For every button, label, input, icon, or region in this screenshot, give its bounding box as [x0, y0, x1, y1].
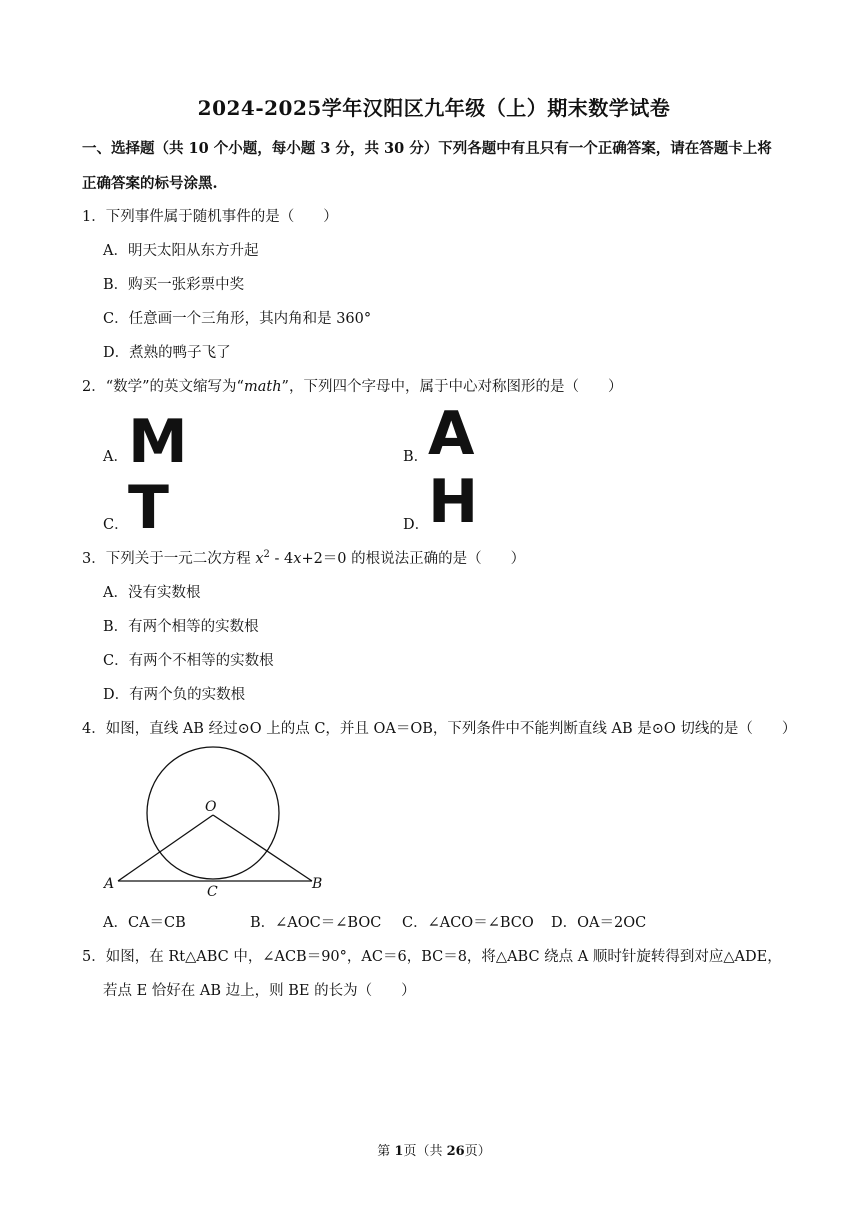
page-footer — [0, 1140, 868, 1159]
q3-option-d: D．有两个负的实数根 — [103, 687, 246, 703]
q2-letter-a: A — [428, 399, 475, 469]
label-a: A — [104, 876, 115, 892]
question-2-stem — [82, 375, 622, 396]
section-heading-line2: 正确答案的标号涂黑. — [82, 175, 218, 192]
label-b: B — [312, 876, 323, 892]
question-5-stem-line1: 5．如图，在 Rt△ABC 中，∠ACB＝90°，AC＝6，BC＝8，将△ABC 绕点 A 顺时针旋转得到对应△ADE， — [82, 949, 782, 965]
q1-option-a: A．明天太阳从东方升起 — [103, 243, 259, 259]
q1-option-b: B．购买一张彩票中奖 — [103, 277, 245, 293]
q2-stem-pre: 2．“数学”的英文缩写为“ — [82, 379, 244, 395]
footer-mid: 页（共 — [403, 1144, 447, 1159]
q2-letter-t: T — [128, 473, 169, 543]
segment-oa — [118, 815, 213, 881]
q3-stem-post: +2＝0 的根说法正确的是（ ） — [301, 551, 526, 567]
q2-option-b-label: B． — [403, 449, 429, 465]
question-4-stem: 4．如图，直线 AB 经过⊙O 上的点 C，并且 OA＝OB，下列条件中不能判断直线 AB 是⊙O 切线的是（ ） — [82, 721, 797, 737]
footer-page-number: 1 — [394, 1144, 404, 1159]
segment-ob — [213, 815, 312, 881]
q2-option-c-label: C． — [103, 517, 129, 533]
q4-option-b: B．∠AOC＝∠BOC — [250, 915, 382, 931]
footer-pre: 第 — [377, 1144, 395, 1159]
q1-option-c: C．任意画一个三角形，其内角和是 360° — [103, 311, 372, 327]
label-o: O — [205, 799, 217, 815]
section-heading-line1: 一、选择题（共 10 个小题，每小题 3 分，共 30 分）下列各题中有且只有一个正确答案，请在答题卡上将 — [82, 140, 772, 157]
q4-circle-tangent-figure — [100, 740, 340, 900]
footer-total-pages: 26 — [446, 1144, 465, 1159]
q4-option-a: A．CA＝CB — [103, 915, 186, 931]
q3-option-b: B．有两个相等的实数根 — [103, 619, 259, 635]
q3-stem-mid: - 4 — [269, 551, 294, 567]
q4-option-c: C．∠ACO＝∠BCO — [402, 915, 534, 931]
q3-exponent: 2 — [263, 549, 270, 561]
question-5-stem-line2: 若点 E 恰好在 AB 边上，则 BE 的长为（ ） — [103, 983, 416, 999]
q3-option-c: C．有两个不相等的实数根 — [103, 653, 274, 669]
question-3-stem — [82, 547, 525, 568]
q2-stem-post: ”，下列四个字母中，属于中心对称图形的是（ ） — [281, 379, 623, 395]
q1-option-d: D．煮熟的鸭子飞了 — [103, 345, 231, 361]
footer-post: 页） — [464, 1144, 491, 1159]
q3-var-x: x — [255, 551, 264, 567]
q3-stem-pre: 3．下列关于一元二次方程 — [82, 551, 256, 567]
q2-letter-m: M — [128, 407, 188, 477]
q2-letter-h: H — [428, 467, 479, 537]
q2-stem-word: math — [243, 379, 282, 395]
q2-option-d-label: D． — [403, 517, 430, 533]
question-1-stem: 1．下列事件属于随机事件的是（ ） — [82, 209, 338, 225]
q4-option-d: D．OA＝2OC — [551, 915, 647, 931]
q3-option-a: A．没有实数根 — [103, 585, 201, 601]
q2-option-a-label: A． — [103, 449, 128, 465]
q3-var-x2: x — [293, 551, 302, 567]
label-c: C — [207, 884, 218, 900]
page-title: 2024-2025学年汉阳区九年级（上）期末数学试卷 — [197, 96, 671, 120]
